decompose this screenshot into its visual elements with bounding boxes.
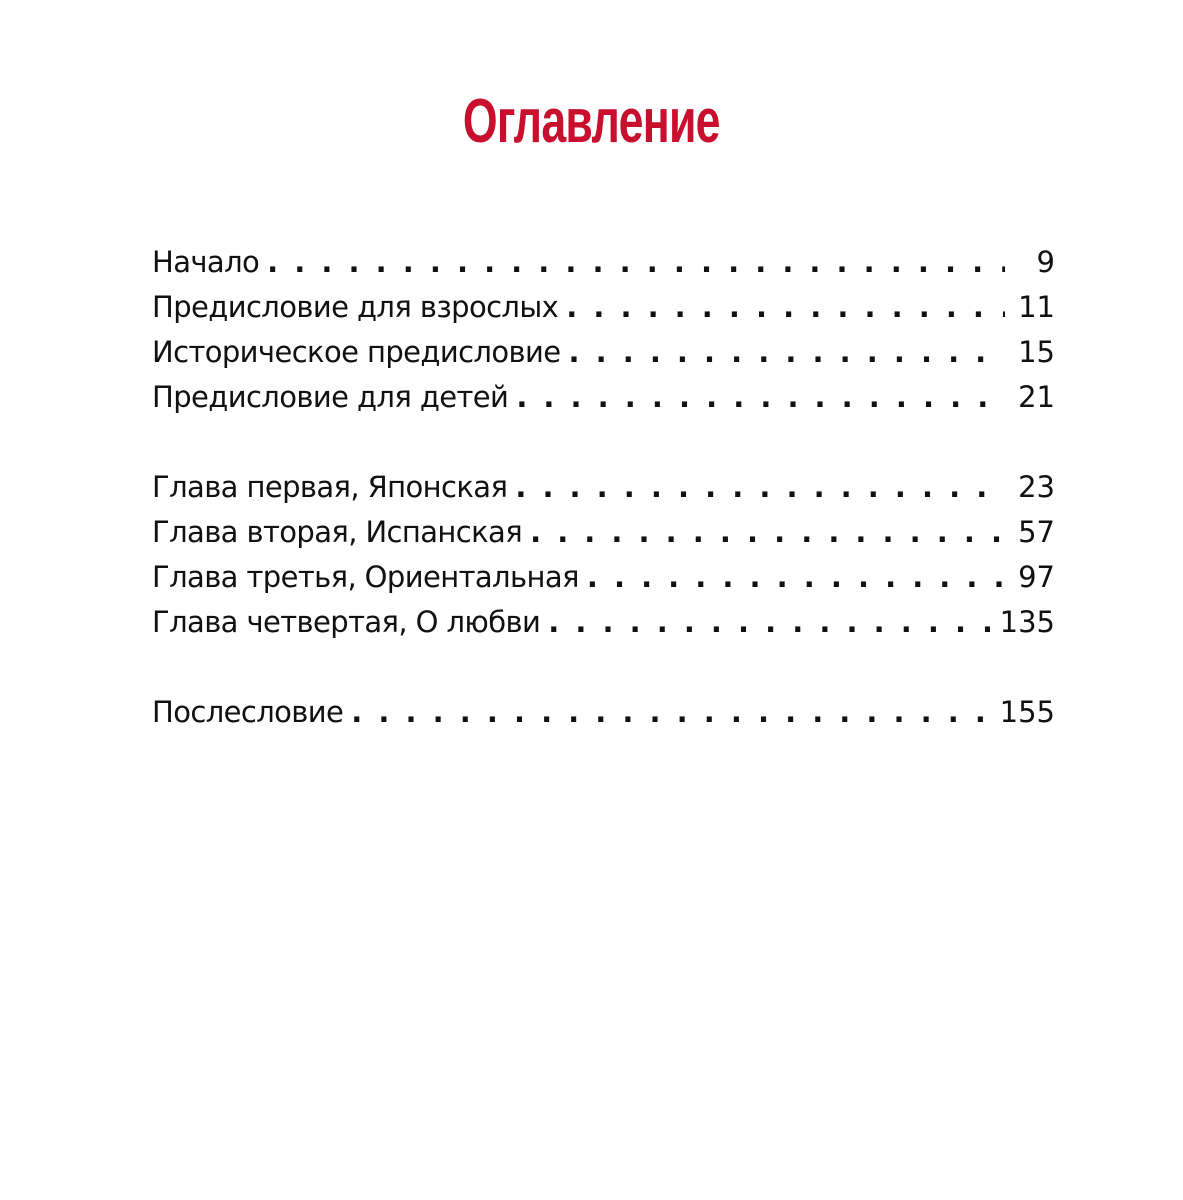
page-title: Оглавление [462,87,720,156]
toc-entry-title: Историческое предисловие [152,335,561,369]
toc-entry-title: Начало [152,245,260,279]
toc-entry-page-number: 15 [1018,335,1055,369]
dot-leader [566,285,1005,330]
dot-leader [516,375,1005,420]
toc-entry[interactable] [152,330,1055,375]
toc-group-preface [152,240,1055,420]
toc-entry-page-number: 9 [1036,245,1055,279]
dot-leader [548,600,989,645]
toc-entry-title: Глава вторая, Испанская [152,515,523,549]
toc-entry[interactable] [152,555,1055,600]
dot-leader [351,690,989,735]
toc-entry-page-number: 11 [1018,290,1055,324]
table-of-contents [152,240,1055,780]
toc-entry[interactable] [152,600,1055,645]
dot-leader [515,465,1005,510]
toc-entry-title: Глава четвертая, О любви [152,605,541,639]
dot-leader [568,330,1005,375]
toc-entry-title: Глава первая, Японская [152,470,508,504]
toc-entry-page-number: 57 [1018,515,1055,549]
dot-leader [267,240,1005,285]
toc-entry[interactable] [152,510,1055,555]
toc-entry-title: Предисловие для детей [152,380,509,414]
toc-entry[interactable] [152,465,1055,510]
toc-entry-title: Предисловие для взрослых [152,290,559,324]
toc-group-afterword [152,690,1055,735]
toc-entry-page-number: 23 [1018,470,1055,504]
toc-group-chapters [152,465,1055,645]
toc-entry[interactable] [152,690,1055,735]
toc-entry[interactable] [152,285,1055,330]
toc-entry[interactable] [152,240,1055,285]
toc-entry-title: Послесловие [152,695,344,729]
toc-entry-page-number: 97 [1018,560,1055,594]
toc-entry-page-number: 155 [999,695,1055,729]
dot-leader [587,555,1005,600]
toc-entry-page-number: 135 [999,605,1055,639]
dot-leader [530,510,1005,555]
toc-entry-title: Глава третья, Ориентальная [152,560,579,594]
toc-entry[interactable] [152,375,1055,420]
toc-entry-page-number: 21 [1018,380,1055,414]
